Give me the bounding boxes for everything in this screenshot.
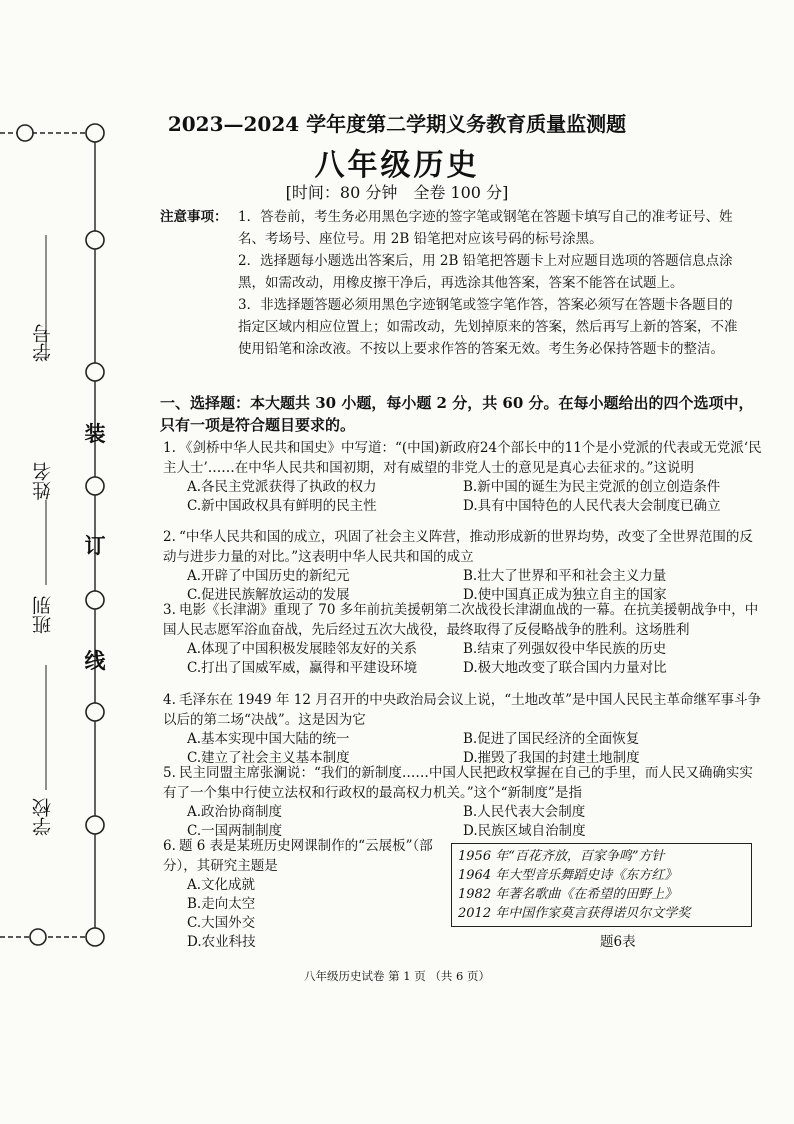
question-6 — [163, 836, 443, 952]
exam-title: 2023—2024 学年度第二学期义务教育质量监测题 — [167, 112, 627, 136]
binding-field-school: 学校 — [32, 798, 54, 836]
question-stem: 题 6 表是某班历史网课制作的“云展板”（部分），其研究主题是 — [163, 838, 433, 874]
binding-mark-xian: 线 — [84, 649, 106, 673]
option-c: C.新中国政权具有鲜明的民主性 — [187, 498, 377, 514]
table-row: 1956 年“百花齐放，百家争鸣”方针 — [458, 849, 665, 864]
notice-label: 注意事项： — [160, 209, 228, 225]
binding-mark-ding: 订 — [84, 534, 106, 558]
option-d: D.具有中国特色的人民代表大会制度已确立 — [463, 498, 721, 514]
binding-field-class: 班别 — [32, 596, 54, 634]
option-a: A.文化成就 — [187, 877, 256, 893]
question-stem: 毛泽东在 1949 年 12 月召开的中央政治局会议上说，“土地改革”是中国人民民主革命继军事斗争以后的第二场“决战”。这是因为它 — [163, 692, 762, 728]
table-row: 1982 年著名歌曲《在希望的田野上》 — [458, 887, 678, 902]
question-number: 4. — [163, 692, 176, 708]
option-a: A.体现了中国积极发展睦邻友好的关系 — [187, 641, 418, 657]
question-1 — [163, 438, 763, 516]
table-row: 2012 年中国作家莫言获得诺贝尔文学奖 — [458, 906, 691, 921]
question-stem: 民主同盟主席张澜说：“我们的新制度……中国人民把政权掌握在自己的手里，而人民又确确实实有了一个集中行使立法权和行政权的最高权力机关。”这个“新制度”是指 — [163, 765, 753, 801]
question-stem: 电影《长津湖》重现了 70 多年前抗美援朝第二次战役长津湖血战的一幕。在抗美援朝战争中，中国人民志愿军浴血奋战，先后经过五次大战役，最终取得了反侵略战争的胜利。这场胜利 — [163, 602, 759, 638]
option-d: D.民族区域自治制度 — [463, 823, 586, 839]
question-number: 2. — [163, 529, 176, 545]
option-d: D.摧毁了我国的封建土地制度 — [463, 750, 640, 766]
option-a: A.政治协商制度 — [187, 804, 283, 820]
binding-field-student-id: 学号 — [32, 324, 54, 362]
binding-hole — [30, 929, 46, 945]
option-c: C.打出了国威军威，赢得和平建设环境 — [187, 660, 418, 676]
option-a: A.开辟了中国历史的新纪元 — [187, 568, 350, 584]
table-6-caption: 题6表 — [600, 934, 636, 950]
notice-block — [160, 206, 745, 360]
question-number: 6. — [163, 838, 176, 854]
binding-hole — [86, 928, 104, 946]
binding-hole — [86, 703, 104, 721]
notice-item: 1．答卷前，考生务必用黑色字迹的签字笔或钢笔在答题卡填写自己的准考证号、姓名、考场号、座位号。用 2B 铅笔把对应该号码的标号涂黑。 — [238, 209, 733, 247]
binding-hole — [86, 477, 104, 495]
question-2 — [163, 527, 763, 605]
question-stem: “中华人民共和国的成立，巩固了社会主义阵营，推动形成新的世界均势，改变了全世界范围的反动与进步力量的对比。”这表明中华人民共和国的成立 — [163, 529, 753, 565]
option-a: A.各民主党派获得了执政的权力 — [187, 479, 377, 495]
binding-hole — [86, 591, 104, 609]
option-c: C.大国外交 — [187, 915, 256, 931]
binding-field-name: 姓名 — [32, 462, 54, 500]
option-d: D.使中国真正成为独立自主的国家 — [463, 587, 667, 603]
binding-hole — [86, 816, 104, 834]
question-number: 3. — [163, 602, 176, 618]
option-b: B.促进了国民经济的全面恢复 — [463, 731, 640, 747]
option-c: C.促进民族解放运动的发展 — [187, 587, 350, 603]
page-footer: 八年级历史试卷 第 1 页 （共 6 页） — [303, 969, 491, 983]
question-4 — [163, 690, 763, 768]
notice-item: 3．非选择题答题必须用黑色字迹钢笔或签字笔作答，答案必须写在答题卡各题目的指定区域内相应位置上；如需改动，先划掉原来的答案，然后再写上新的答案，不准使用铅笔和涂改液。不按以上要求作答的答案无效。考生务必保持答题卡的整洁。 — [238, 297, 738, 357]
question-3 — [163, 600, 763, 678]
option-b: B.人民代表大会制度 — [463, 804, 586, 820]
notice-item: 2．选择题每小题选出答案后，用 2B 铅笔把答题卡上对应题目选项的答题信息点涂黑，如需改动，用橡皮擦干净后，再选涂其他答案，答案不能答在试题上。 — [238, 253, 733, 291]
exam-time-info: [时间：80 分钟 全卷 100 分] — [285, 183, 509, 202]
section-heading: 一、选择题：本大题共 30 小题，每小题 2 分，共 60 分。在每小题给出的四个选项中，只有一项是符合题目要求的。 — [160, 394, 754, 434]
binding-hole — [86, 363, 104, 381]
option-d: D.农业科技 — [187, 934, 256, 950]
exam-subject: 八年级历史 — [314, 148, 480, 183]
option-c: C.一国两制制度 — [187, 823, 283, 839]
option-c: C.建立了社会主义基本制度 — [187, 750, 350, 766]
option-d: D.极大地改变了联合国内力量对比 — [463, 660, 667, 676]
binding-hole — [86, 231, 104, 249]
option-b: B.壮大了世界和平和社会主义力量 — [463, 568, 667, 584]
option-a: A.基本实现中国大陆的统一 — [187, 731, 350, 747]
option-b: B.新中国的诞生为民主党派的创立创造条件 — [463, 479, 721, 495]
binding-mark-zhuang: 装 — [84, 422, 106, 446]
option-b: B.走向太空 — [187, 896, 256, 912]
question-number: 1. — [163, 440, 176, 456]
question-5 — [163, 763, 763, 841]
question-number: 5. — [163, 765, 176, 781]
table-6 — [451, 843, 752, 927]
question-stem: 《剑桥中华人民共和国史》中写道：“(中国)新政府24个部长中的11个是小党派的代表或无党派‘民主人士’……在中华人民共和国初期，对有威望的非党人士的意见是真心去征求的。”这说明 — [163, 440, 762, 476]
table-row: 1964 年大型音乐舞蹈史诗《东方红》 — [458, 868, 678, 883]
option-b: B.结束了列强奴役中华民族的历史 — [463, 641, 667, 657]
